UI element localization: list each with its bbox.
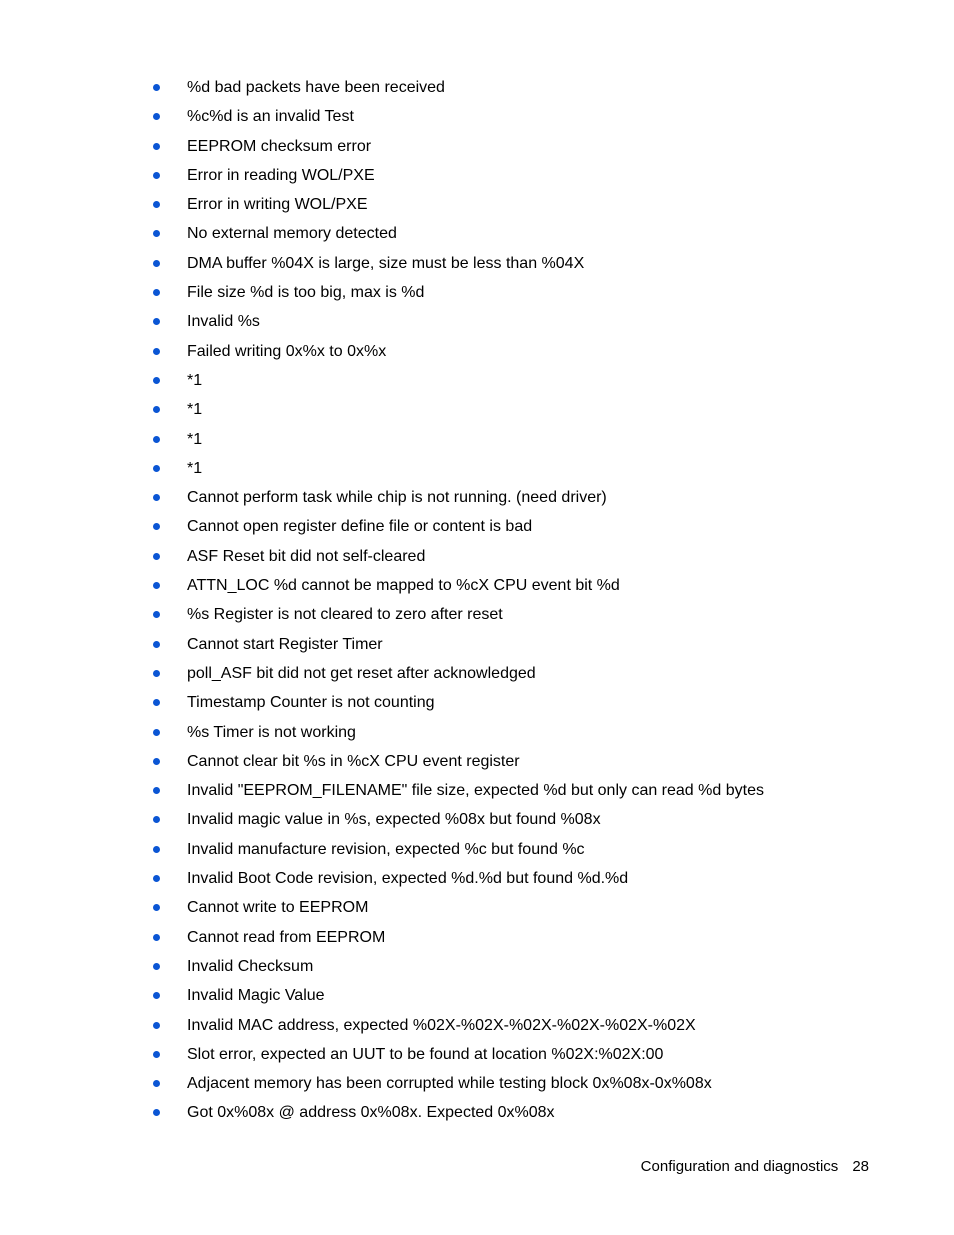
list-item-text: Cannot open register define file or content is bad: [187, 518, 533, 536]
bullet-icon: [153, 348, 160, 355]
list-item-text: Invalid %s: [187, 313, 260, 331]
bullet-icon: [153, 787, 160, 794]
bullet-icon: [153, 582, 160, 589]
bullet-icon: [153, 377, 160, 384]
list-item: [152, 307, 912, 336]
list-item-text: No external memory detected: [187, 225, 397, 243]
list-item-text: Failed writing 0x%x to 0x%x: [187, 342, 387, 360]
bullet-icon: [153, 1109, 160, 1116]
list-item-text: File size %d is too big, max is %d: [187, 284, 425, 302]
bullet-icon: [153, 553, 160, 560]
list-item: [152, 1098, 912, 1127]
list-item-text: Adjacent memory has been corrupted while testing block 0x%08x-0x%08x: [187, 1075, 712, 1093]
list-item: [152, 366, 912, 395]
bullet-icon: [153, 758, 160, 765]
list-item: [152, 249, 912, 278]
bullet-icon: [153, 963, 160, 970]
list-item-text: Slot error, expected an UUT to be found at location %02X:%02X:00: [187, 1045, 664, 1063]
list-item-text: poll_ASF bit did not get reset after acknowledged: [187, 664, 536, 682]
list-item-text: *1: [187, 371, 203, 389]
list-item-text: %d bad packets have been received: [187, 79, 445, 96]
bullet-icon: [153, 113, 160, 120]
bullet-icon: [153, 934, 160, 941]
bullet-icon: [153, 406, 160, 413]
bullet-icon: [153, 230, 160, 237]
list-item: [152, 688, 912, 717]
list-item: [152, 747, 912, 776]
list-item: [152, 512, 912, 541]
bullet-icon: [153, 875, 160, 882]
list-item: [152, 102, 912, 131]
bullet-icon: [153, 172, 160, 179]
bullet-icon: [153, 846, 160, 853]
list-item: [152, 132, 912, 161]
list-item: [152, 600, 912, 629]
bullet-icon: [153, 201, 160, 208]
list-item: [152, 864, 912, 893]
list-item-text: ATTN_LOC %d cannot be mapped to %cX CPU event bit %d: [187, 577, 620, 595]
list-item: [152, 893, 912, 922]
list-item: [152, 718, 912, 747]
list-item-text: ASF Reset bit did not self-cleared: [187, 547, 426, 565]
list-item: [152, 952, 912, 981]
bullet-icon: [153, 1080, 160, 1087]
list-item-text: %c%d is an invalid Test: [187, 108, 354, 126]
list-item-text: %s Timer is not working: [187, 723, 356, 741]
list-item: [152, 337, 912, 366]
list-item: [152, 542, 912, 571]
bullet-icon: [153, 992, 160, 999]
list-item-text: DMA buffer %04X is large, size must be less than %04X: [187, 254, 585, 272]
list-item-text: Error in writing WOL/PXE: [187, 196, 368, 214]
list-item-text: Error in reading WOL/PXE: [187, 166, 375, 184]
bullet-icon: [153, 816, 160, 823]
bullet-icon: [153, 465, 160, 472]
bullet-icon: [153, 289, 160, 296]
bullet-icon: [153, 318, 160, 325]
list-item-text: Invalid Checksum: [187, 957, 314, 975]
list-item-text: Timestamp Counter is not counting: [187, 694, 435, 712]
page-footer: [641, 1157, 869, 1177]
list-item: [152, 278, 912, 307]
bullet-icon: [153, 904, 160, 911]
bullet-icon: [153, 641, 160, 648]
list-item-text: *1: [187, 430, 203, 448]
bullet-icon: [153, 611, 160, 618]
error-message-list: [152, 73, 912, 1128]
bullet-icon: [153, 1051, 160, 1058]
list-item: [152, 73, 912, 102]
list-item-text: Invalid "EEPROM_FILENAME" file size, expected %d but only can read %d bytes: [187, 782, 764, 800]
list-item: [152, 1011, 912, 1040]
bullet-icon: [153, 729, 160, 736]
list-item-text: Invalid Magic Value: [187, 987, 325, 1005]
list-item-text: Cannot clear bit %s in %cX CPU event register: [187, 752, 520, 770]
list-item: [152, 454, 912, 483]
list-item: [152, 805, 912, 834]
list-item: [152, 425, 912, 454]
list-item: [152, 483, 912, 512]
list-item: [152, 1040, 912, 1069]
page-number: 28: [852, 1158, 869, 1175]
bullet-icon: [153, 436, 160, 443]
list-item-text: Cannot perform task while chip is not running. (need driver): [187, 489, 607, 507]
list-item-text: *1: [187, 459, 203, 477]
list-item-text: Cannot read from EEPROM: [187, 928, 386, 946]
bullet-icon: [153, 84, 160, 91]
bullet-icon: [153, 1022, 160, 1029]
bullet-icon: [153, 260, 160, 267]
list-item: [152, 659, 912, 688]
list-item-text: Invalid Boot Code revision, expected %d.%d but found %d.%d: [187, 870, 629, 888]
footer-section-title: Configuration and diagnostics: [640, 1158, 839, 1175]
list-item-text: Invalid manufacture revision, expected %c but found %c: [187, 840, 585, 858]
list-item-text: %s Register is not cleared to zero after reset: [187, 606, 503, 624]
list-item: [152, 1069, 912, 1098]
bullet-icon: [153, 523, 160, 530]
list-item-text: *1: [187, 401, 203, 419]
bullet-icon: [153, 143, 160, 150]
list-item: [152, 923, 912, 952]
bullet-icon: [153, 670, 160, 677]
list-item: [152, 630, 912, 659]
list-item-text: Invalid magic value in %s, expected %08x but found %08x: [187, 811, 601, 829]
list-item: [152, 571, 912, 600]
bullet-icon: [153, 699, 160, 706]
list-item: [152, 776, 912, 805]
list-item-text: Got 0x%08x @ address 0x%08x. Expected 0x%08x: [187, 1104, 555, 1122]
list-item-text: EEPROM checksum error: [187, 137, 372, 155]
list-item: [152, 161, 912, 190]
list-item-text: Cannot start Register Timer: [187, 635, 383, 653]
list-item-text: Invalid MAC address, expected %02X-%02X-%02X-%02X-%02X-%02X: [187, 1016, 696, 1034]
list-item: [152, 835, 912, 864]
list-item: [152, 395, 912, 424]
bullet-icon: [153, 494, 160, 501]
list-item: [152, 981, 912, 1010]
list-item-text: Cannot write to EEPROM: [187, 899, 369, 917]
list-item: [152, 219, 912, 248]
list-item: [152, 190, 912, 219]
